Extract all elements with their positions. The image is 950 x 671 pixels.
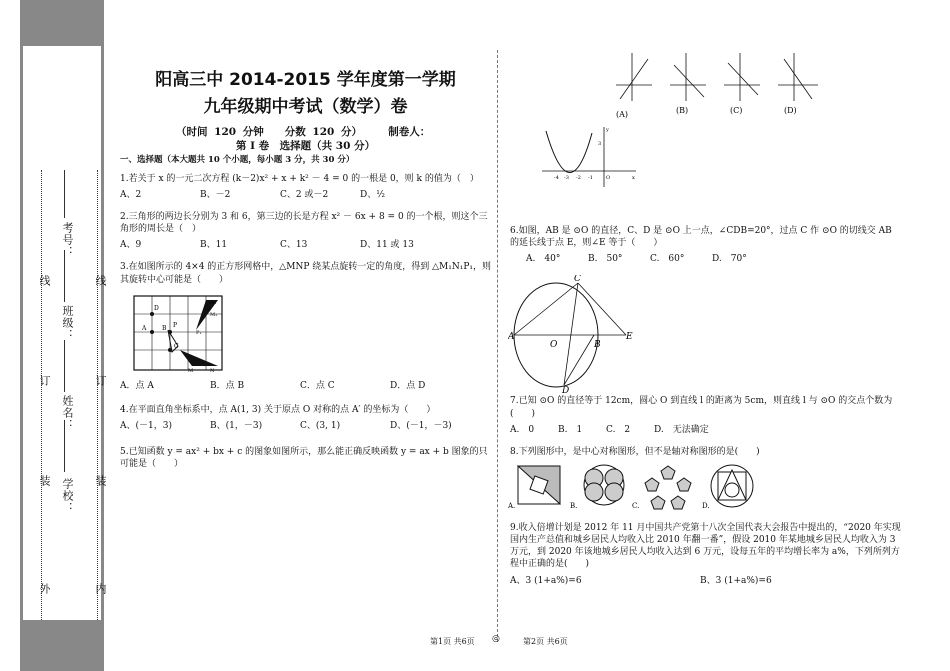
section-heading: 一、选择题（本大题共 10 个小题，每小题 3 分，共 30 分） <box>120 155 355 166</box>
tick-3: 3 <box>598 141 602 147</box>
grid-label-p1: P₁ <box>196 329 202 336</box>
option: D、(－1，－3) <box>390 420 452 431</box>
axis-x-label: x <box>632 175 635 181</box>
grid-label-b: B <box>162 324 167 332</box>
axis-y-label: y <box>606 127 609 133</box>
name-line <box>64 340 65 392</box>
option: C、13 <box>280 240 308 251</box>
footer-page-left: 第1页 共6页 <box>430 637 475 646</box>
tick-neg3: -3 <box>564 175 569 181</box>
school-field: 学校： <box>61 478 74 514</box>
option: D、½ <box>360 189 385 200</box>
part-title: 第 I 卷 选择题（共 30 分） <box>235 140 376 153</box>
column-divider <box>497 50 498 642</box>
question-7-options <box>510 424 903 436</box>
question-4: 4.在平面直角坐标系中，点 A(1, 3) 关于原点 O 对称的点 A′ 的坐标为（ ） <box>120 404 436 415</box>
grid-label-n1: N₁ <box>210 299 217 306</box>
grid-label-n: N <box>210 367 215 372</box>
outer-char-1: 外 <box>38 583 51 595</box>
option: B、3 (1+a%)=6 <box>700 575 772 586</box>
grid-label-m: M <box>188 367 194 372</box>
question-2-options <box>120 239 493 251</box>
outer-char-2: 装 <box>38 475 51 487</box>
grid-label-d: D <box>154 304 159 312</box>
outer-char-3: 订 <box>38 375 51 387</box>
inner-char-1: 内 <box>94 583 107 595</box>
question-9: 9.收入倍增计划是 2012 年 11 月中国共产党第十八次全国代表大会报告中提出的，“2020 年实现国内生产总值和城乡居民人均收入比 2010 年翻一番”，假设 2010 年某地城乡居民人均收入为 3 万元，到 2020 年该地城乡居民人均收入达到 6 万元，设每五年的平均增长率为 a%，下列所列方程中正确的是( ) <box>510 522 901 570</box>
option: C. 2 <box>606 424 631 435</box>
option: B. 50° <box>588 254 623 265</box>
graph-label-c: (C) <box>730 106 743 115</box>
option: A. 0 <box>510 424 535 435</box>
question-8: 8.下列图形中，是中心对称图形，但不是轴对称图形的是( ) <box>510 446 760 457</box>
right-column <box>508 45 903 587</box>
option: C、2 或－2 <box>280 189 329 200</box>
circle-tangent-figure <box>508 275 638 393</box>
circle-label-d: D <box>562 386 570 394</box>
graph-label-d: (D) <box>784 106 797 115</box>
exam-subtitle: 九年级期中考试（数学）卷 <box>203 96 408 117</box>
option: D．点 D <box>390 380 426 391</box>
gutter-right-edge <box>101 0 104 671</box>
question-1: 1.若关于 x 的一元二次方程 (k－2)x² + x + k² － 4 = 0 的一根是 0，则 k 的值为（ ） <box>120 173 479 184</box>
option: C．点 C <box>300 380 335 391</box>
footer-page-right: 第2页 共6页 <box>523 637 568 646</box>
option: B. 1 <box>558 424 583 435</box>
question-6-options <box>510 253 903 265</box>
tick-origin: O <box>606 175 611 181</box>
tick-neg2: -2 <box>576 175 581 181</box>
graph-label-a: (A) <box>616 110 629 119</box>
question-1-options <box>120 189 493 201</box>
question-3: 3.在如图所示的 4×4 的正方形网格中，△MNP 绕某点旋转一定的角度，得到 △M₁N₁P₁，则其旋转中心可能是（ ） <box>120 262 491 285</box>
grid-label-p: P <box>173 321 178 329</box>
option: B、(1，－3) <box>210 420 263 431</box>
gutter-left-edge <box>20 0 23 671</box>
option: D. 无法确定 <box>654 424 709 435</box>
grid-label-m1: M₁ <box>210 311 218 318</box>
question-2: 2.三角形的两边长分别为 3 和 6，第三边的长是方程 x² － 6x + 8 = 0 的一个根，则这个三角形的周长是（ ） <box>120 211 488 235</box>
option: B、11 <box>200 240 228 251</box>
gutter-bottom-bar <box>20 620 104 671</box>
question-7: 7.已知 ⊙O 的直径等于 12cm，圆心 O 到直线 l 的距离为 5cm，则直线 l 与 ⊙O 的交点个数为( ) <box>510 396 893 419</box>
question-3-options <box>120 380 493 392</box>
option: C. 60° <box>650 254 685 265</box>
exam-title: 阳高三中 2014-2015 学年度第一学期 <box>155 70 456 90</box>
circle-label-o: O <box>550 340 558 351</box>
circle-label-b: B <box>594 340 601 351</box>
grid-label-c: C <box>174 342 179 350</box>
option: A. 40° <box>526 254 561 265</box>
exam-number-line <box>64 170 65 218</box>
exam-number-field: 考号： <box>61 222 74 258</box>
name-field: 姓名： <box>61 395 74 431</box>
grid-label-a: A <box>142 324 147 332</box>
exam-meta: （时间 120 分钟 分数 120 分） 制卷人： <box>176 125 431 138</box>
option: A、(－1，3) <box>120 420 172 431</box>
circle-label-e: E <box>626 332 633 343</box>
tick-neg4: -4 <box>554 175 559 181</box>
shape-label-c: C. <box>632 501 640 510</box>
shape-label-a: A. <box>508 501 516 510</box>
option: B．点 B <box>210 380 245 391</box>
option: A、9 <box>120 240 142 251</box>
q5-linear-graphs <box>608 45 908 125</box>
inner-char-2: 装 <box>94 475 107 487</box>
circle-label-a: A <box>508 332 515 343</box>
option: D、11 或 13 <box>360 240 414 251</box>
option: A、2 <box>120 189 142 200</box>
shape-label-d: D. <box>702 501 710 510</box>
inner-char-4: 线 <box>94 275 107 287</box>
inner-cut-line <box>97 170 98 620</box>
footer-center-mark: ◎ <box>492 634 500 644</box>
shape-label-b: B. <box>570 501 578 510</box>
parabola-figure <box>532 123 642 193</box>
inner-char-3: 订 <box>94 375 107 387</box>
school-line <box>64 420 65 472</box>
outer-char-4: 线 <box>38 275 51 287</box>
class-field: 班级： <box>61 305 74 341</box>
graph-label-b: (B) <box>676 106 689 115</box>
question-5: 5.已知函数 y = ax² + bx + c 的图象如图所示，那么能正确反映函数 y = ax + b 图象的只可能是（ ） <box>120 447 488 470</box>
left-column <box>118 55 493 470</box>
question-4-options <box>120 420 493 432</box>
question-6: 6.如图，AB 是 ⊙O 的直径，C、D 是 ⊙O 上一点，∠CDB=20°，过点 C 作 ⊙O 的切线交 AB 的延长线于点 E，则∠E 等于（ ） <box>510 226 892 249</box>
rotation-grid-figure <box>132 294 224 372</box>
class-line <box>64 250 65 302</box>
outer-cut-line <box>41 170 42 620</box>
tick-neg1: -1 <box>588 175 593 181</box>
circle-label-c: C <box>574 275 581 285</box>
option: D. 70° <box>712 254 747 265</box>
question-9-options <box>510 575 903 587</box>
option: B、－2 <box>200 189 231 200</box>
option: A．点 A <box>120 380 154 391</box>
gutter-top-bar <box>20 0 104 46</box>
option: A、3 (1+a%)=6 <box>510 575 582 586</box>
symmetry-shapes-figure <box>508 462 768 512</box>
option: C、(3, 1) <box>300 420 341 431</box>
